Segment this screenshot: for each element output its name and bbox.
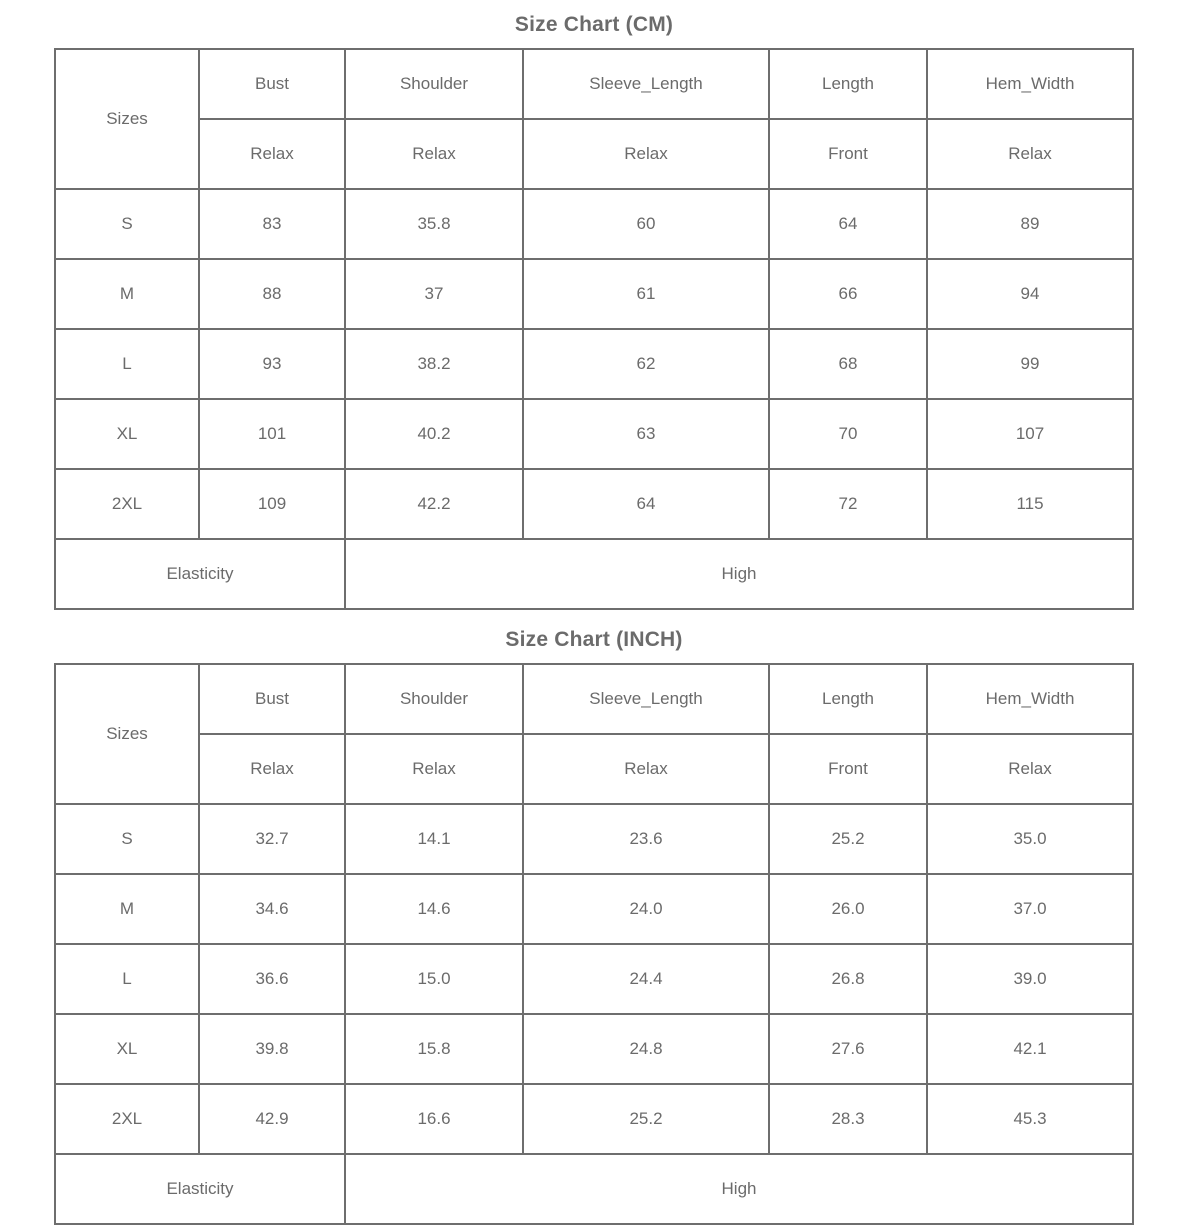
table-row: [55, 1014, 1133, 1084]
row-size-label: S: [55, 189, 199, 259]
cell-shoulder: 14.1: [345, 804, 523, 874]
subheader-length: Front: [769, 734, 927, 804]
row-size-label: 2XL: [55, 1084, 199, 1154]
cell-bust: 39.8: [199, 1014, 345, 1084]
cell-sleeve-length: 63: [523, 399, 769, 469]
elasticity-value: High: [345, 1154, 1133, 1224]
cell-length: 72: [769, 469, 927, 539]
row-size-label: L: [55, 329, 199, 399]
header-sleeve-length: Sleeve_Length: [523, 49, 769, 119]
cell-bust: 93: [199, 329, 345, 399]
header-shoulder: Shoulder: [345, 49, 523, 119]
cell-length: 68: [769, 329, 927, 399]
cell-bust: 36.6: [199, 944, 345, 1014]
table-subheader-row: [55, 734, 1133, 804]
size-chart-cm-table: [54, 48, 1134, 610]
cell-hem-width: 99: [927, 329, 1133, 399]
cell-length: 25.2: [769, 804, 927, 874]
header-sizes: Sizes: [55, 49, 199, 189]
table-subheader-row: [55, 119, 1133, 189]
cell-sleeve-length: 23.6: [523, 804, 769, 874]
table-footer-row: [55, 1154, 1133, 1224]
row-size-label: XL: [55, 1014, 199, 1084]
elasticity-label: Elasticity: [55, 1154, 345, 1224]
header-length: Length: [769, 49, 927, 119]
row-size-label: S: [55, 804, 199, 874]
cell-hem-width: 94: [927, 259, 1133, 329]
cell-hem-width: 115: [927, 469, 1133, 539]
cell-sleeve-length: 61: [523, 259, 769, 329]
header-sleeve-length: Sleeve_Length: [523, 664, 769, 734]
table-header-row: [55, 664, 1133, 734]
table-row: [55, 804, 1133, 874]
cell-length: 28.3: [769, 1084, 927, 1154]
size-chart-page: [0, 13, 1188, 1225]
cell-hem-width: 39.0: [927, 944, 1133, 1014]
size-chart-cm-title: Size Chart (CM): [514, 13, 674, 36]
cell-sleeve-length: 64: [523, 469, 769, 539]
cell-length: 70: [769, 399, 927, 469]
table-row: [55, 944, 1133, 1014]
table-header-row: [55, 49, 1133, 119]
cell-length: 26.0: [769, 874, 927, 944]
cell-length: 66: [769, 259, 927, 329]
cell-bust: 34.6: [199, 874, 345, 944]
cell-sleeve-length: 25.2: [523, 1084, 769, 1154]
cell-length: 64: [769, 189, 927, 259]
cell-hem-width: 35.0: [927, 804, 1133, 874]
row-size-label: L: [55, 944, 199, 1014]
cell-shoulder: 40.2: [345, 399, 523, 469]
row-size-label: M: [55, 874, 199, 944]
table-row: [55, 469, 1133, 539]
header-shoulder: Shoulder: [345, 664, 523, 734]
table-row: [55, 259, 1133, 329]
cell-shoulder: 37: [345, 259, 523, 329]
header-sizes: Sizes: [55, 664, 199, 804]
cell-hem-width: 89: [927, 189, 1133, 259]
table-row: [55, 329, 1133, 399]
subheader-hem-width: Relax: [927, 734, 1133, 804]
cell-hem-width: 45.3: [927, 1084, 1133, 1154]
row-size-label: XL: [55, 399, 199, 469]
cell-hem-width: 37.0: [927, 874, 1133, 944]
size-chart-inch-title: Size Chart (INCH): [505, 628, 683, 651]
cell-sleeve-length: 24.0: [523, 874, 769, 944]
header-length: Length: [769, 664, 927, 734]
cell-length: 26.8: [769, 944, 927, 1014]
cell-length: 27.6: [769, 1014, 927, 1084]
cell-bust: 88: [199, 259, 345, 329]
row-size-label: M: [55, 259, 199, 329]
cell-sleeve-length: 24.4: [523, 944, 769, 1014]
cell-bust: 83: [199, 189, 345, 259]
elasticity-label: Elasticity: [55, 539, 345, 609]
cell-shoulder: 38.2: [345, 329, 523, 399]
header-hem-width: Hem_Width: [927, 664, 1133, 734]
cell-sleeve-length: 62: [523, 329, 769, 399]
elasticity-value: High: [345, 539, 1133, 609]
subheader-bust: Relax: [199, 734, 345, 804]
cell-hem-width: 107: [927, 399, 1133, 469]
cell-bust: 109: [199, 469, 345, 539]
header-bust: Bust: [199, 49, 345, 119]
table-row: [55, 399, 1133, 469]
cell-bust: 42.9: [199, 1084, 345, 1154]
cell-sleeve-length: 24.8: [523, 1014, 769, 1084]
subheader-shoulder: Relax: [345, 734, 523, 804]
cell-shoulder: 14.6: [345, 874, 523, 944]
table-row: [55, 189, 1133, 259]
cell-shoulder: 15.8: [345, 1014, 523, 1084]
cell-bust: 32.7: [199, 804, 345, 874]
subheader-bust: Relax: [199, 119, 345, 189]
cell-shoulder: 16.6: [345, 1084, 523, 1154]
subheader-sleeve-length: Relax: [523, 119, 769, 189]
cell-shoulder: 35.8: [345, 189, 523, 259]
subheader-sleeve-length: Relax: [523, 734, 769, 804]
header-hem-width: Hem_Width: [927, 49, 1133, 119]
table-row: [55, 1084, 1133, 1154]
size-chart-inch-table: [54, 663, 1134, 1225]
subheader-length: Front: [769, 119, 927, 189]
header-bust: Bust: [199, 664, 345, 734]
cell-shoulder: 42.2: [345, 469, 523, 539]
cell-shoulder: 15.0: [345, 944, 523, 1014]
subheader-hem-width: Relax: [927, 119, 1133, 189]
cell-hem-width: 42.1: [927, 1014, 1133, 1084]
cell-bust: 101: [199, 399, 345, 469]
table-row: [55, 874, 1133, 944]
row-size-label: 2XL: [55, 469, 199, 539]
table-footer-row: [55, 539, 1133, 609]
subheader-shoulder: Relax: [345, 119, 523, 189]
cell-sleeve-length: 60: [523, 189, 769, 259]
